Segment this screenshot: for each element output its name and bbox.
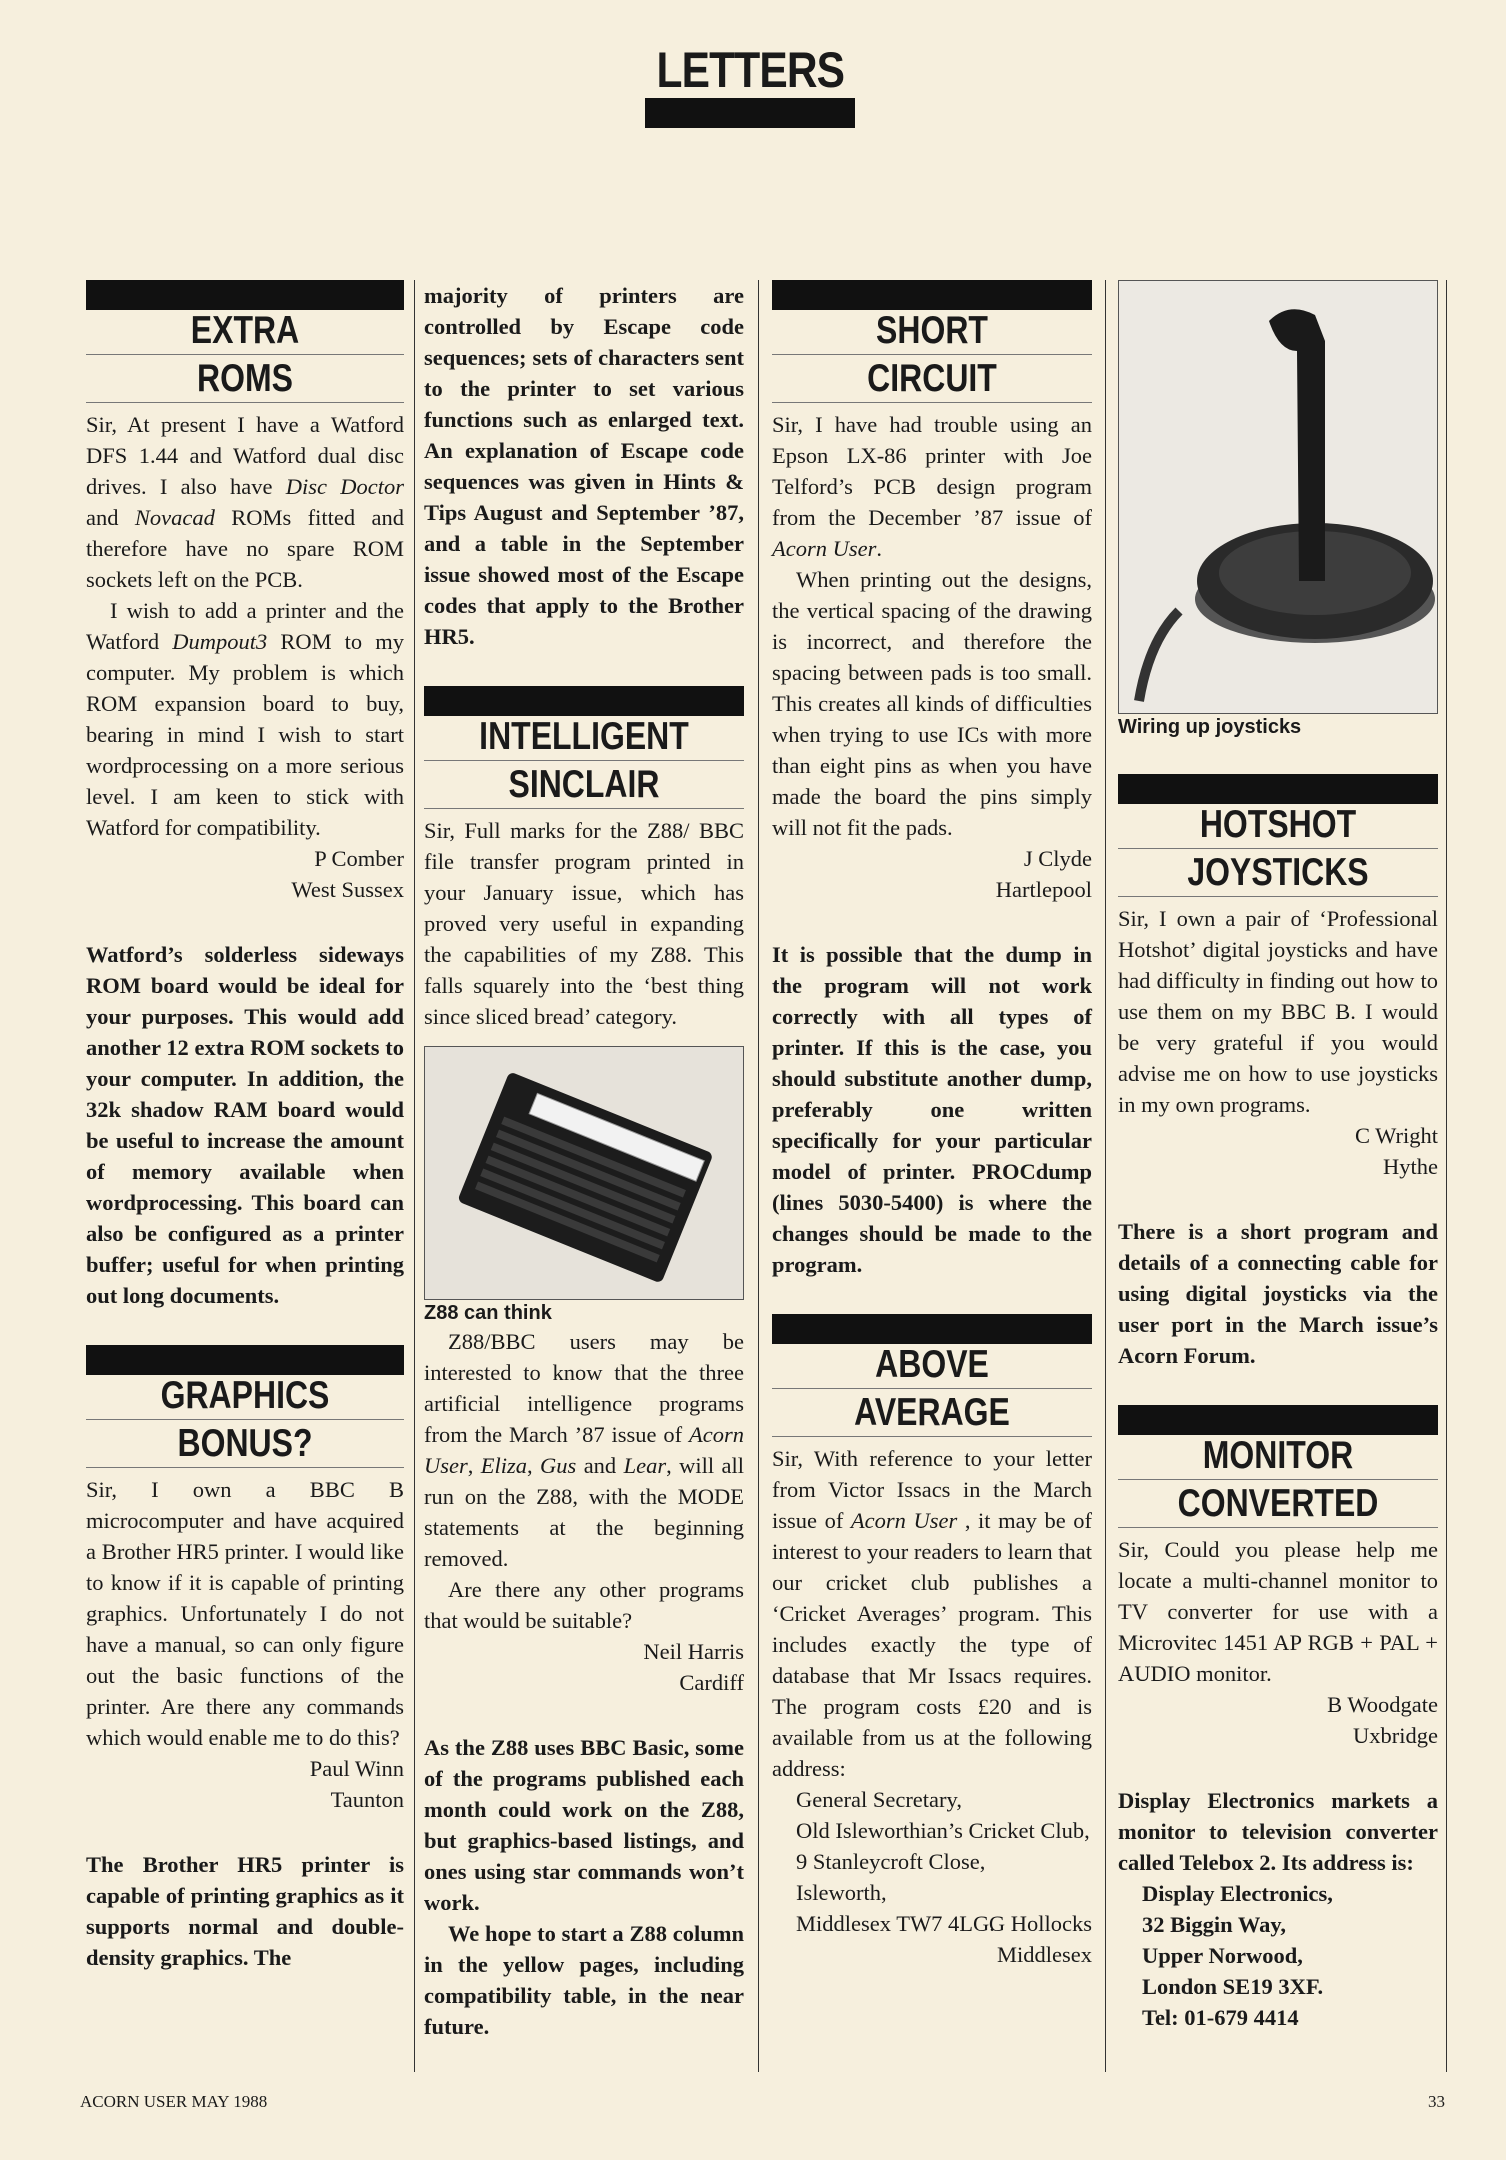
letter-text: Sir, I own a pair of ‘Professional Hotshot’ digital joysticks and have had difficulty in finding out how to use them on my BBC B. I would be very grateful if you would advise me on how to use joysticks in my own programs.	[1118, 906, 1438, 1117]
footer-publication: ACORN USER MAY 1988	[80, 2092, 268, 2111]
letter-text: Z88/BBC users may be interested to know that the three artificial intelligence programs from the March ’87 issue of Acorn User, Eliza, Gus and Lear, will all run on the Z88, with the MODE statements at the beginning removed.	[424, 1329, 744, 1571]
signature: Paul Winn	[309, 1756, 404, 1781]
address-line: Old Isleworthian’s Cricket Club,	[796, 1818, 1090, 1843]
column-rule-4	[1446, 280, 1447, 2072]
column-rule-1	[414, 280, 415, 2072]
editor-reply: Watford’s solderless sideways ROM board would be ideal for your purposes. This would add another 12 extra ROM sockets to your computer. In addition, the 32k shadow RAM board would be useful to increase the amount of memory available when wordprocessing. This board can also be configured as a printer buffer; useful for when printing out long documents.	[86, 942, 404, 1308]
headline-above-average: ABOVE AVERAGE	[772, 1314, 1092, 1437]
location: West Sussex	[291, 877, 404, 902]
letter-text: Sir, At present I have a Watford DFS 1.44 and Watford dual disc drives. I also have Disc Doctor and Novacad ROMs fitted and therefore have no spare ROM sockets left on the PCB.	[86, 412, 404, 592]
location: Hythe	[1383, 1154, 1438, 1179]
letter-text: Are there any other programs that would be suitable?	[424, 1577, 744, 1633]
masthead-bar	[645, 98, 855, 128]
page-number: 33	[1428, 2092, 1445, 2111]
joystick-icon	[1119, 281, 1438, 713]
address-line: London SE19 3XF.	[1142, 1974, 1324, 1999]
signature: C Wright	[1354, 1123, 1438, 1148]
address-line: 9 Stanleycroft Close,	[796, 1849, 986, 1874]
headline-intelligent-sinclair: INTELLIGENT SINCLAIR	[424, 686, 744, 809]
letter-text: Sir, Full marks for the Z88/ BBC file transfer program printed in your January issue, which has proved very useful in expanding the capabilities of my Z88. This falls squarely into the ‘best thing since sliced bread’ category.	[424, 818, 744, 1029]
address-line: Display Electronics,	[1142, 1881, 1333, 1906]
headline-extra-roms: EXTRA ROMS	[86, 280, 404, 403]
address-line: General Secretary,	[796, 1787, 962, 1812]
address-line: Middlesex TW7 4LG.	[796, 1911, 995, 1936]
headline-short-circuit: SHORT CIRCUIT	[772, 280, 1092, 403]
signature: J Clyde	[1023, 846, 1092, 871]
signature: B Woodgate	[1327, 1692, 1438, 1717]
address-line: Upper Norwood,	[1142, 1943, 1303, 1968]
location: Middlesex	[997, 1942, 1092, 1967]
column-rule-3	[1105, 280, 1106, 2072]
editor-reply: We hope to start a Z88 column in the yellow pages, including compatibility table, in the near future.	[424, 1921, 744, 2039]
masthead	[640, 42, 860, 128]
signature: Neil Harris	[643, 1639, 744, 1664]
editor-reply: As the Z88 uses BBC Basic, some of the programs published each month could work on the Z88, but graphics-based listings, and ones using star commands won’t work.	[424, 1735, 744, 1915]
address-line: Isleworth,	[796, 1880, 887, 1905]
location: Hartlepool	[995, 877, 1092, 902]
location: Taunton	[330, 1787, 404, 1812]
headline-monitor-converted: MONITOR CONVERTED	[1118, 1405, 1438, 1528]
letter-text: When printing out the designs, the vertical spacing of the drawing is incorrect, and therefore the spacing between pads is too small. This creates all kinds of difficulties when trying to use ICs with more than eight pins as when you have made the board the pins simply will not fit the pads.	[772, 567, 1092, 840]
signature: G Hollocks	[988, 1911, 1092, 1936]
editor-reply: There is a short program and details of a connecting cable for using digital joysticks via the user port in the March issue’s Acorn Forum.	[1118, 1219, 1438, 1368]
column-1	[86, 280, 404, 1973]
editor-reply: The Brother HR5 printer is capable of printing graphics as it supports normal and double-density graphics. The	[86, 1852, 404, 1970]
editor-reply: It is possible that the dump in the program will not work correctly with all types of printer. If this is the case, you should substitute another dump, preferably one written specifically for your particular model of printer. PROCdump (lines 5030-5400) is where the changes should be made to the program.	[772, 942, 1092, 1277]
editor-reply: Display Electronics markets a monitor to television converter called Telebox 2. Its address is:	[1118, 1788, 1438, 1875]
page-title: LETTERS	[656, 42, 845, 98]
photo-caption: Z88 can think	[424, 1302, 552, 1324]
address-line: Tel: 01-679 4414	[1142, 2005, 1299, 2030]
z88-photo	[424, 1046, 744, 1300]
joystick-photo	[1118, 280, 1438, 714]
column-3	[772, 280, 1092, 1970]
headline-hotshot-joysticks: HOTSHOT JOYSTICKS	[1118, 774, 1438, 897]
letter-text: Sir, I own a BBC B microcomputer and have acquired a Brother HR5 printer. I would like to know if it is capable of printing graphics. Unfortunately I do not have a manual, so can only figure out the basic functions of the printer. Are there any commands which would enable me to do this?	[86, 1477, 404, 1750]
address-line: 32 Biggin Way,	[1142, 1912, 1287, 1937]
letter-text: I wish to add a printer and the Watford Dumpout3 ROM to my computer. My problem is which ROM expansion board to buy, bearing in mind I wish to start wordprocessing on a more serious level. I am keen to stick with Watford for compatibility.	[86, 598, 404, 840]
column-2	[424, 280, 744, 2042]
column-rule-2	[758, 280, 759, 2072]
location: Uxbridge	[1353, 1723, 1438, 1748]
headline-graphics-bonus: GRAPHICS BONUS?	[86, 1345, 404, 1468]
letter-text: Sir, Could you please help me locate a multi-channel monitor to TV converter for use with a Microvitec 1451 AP RGB + PAL + AUDIO monitor.	[1118, 1537, 1438, 1686]
location: Cardiff	[679, 1670, 744, 1695]
signature: P Comber	[314, 846, 404, 871]
letter-text: Sir, With reference to your letter from Victor Issacs in the March issue of Acorn User , it may be of interest to your readers to learn that our cricket club publishes a ‘Cricket Averages’ program. This includes exactly the type of database that Mr Issacs requires. The program costs £20 and is available from us at the following address:	[772, 1446, 1093, 1781]
z88-computer-icon	[425, 1047, 744, 1299]
photo-caption: Wiring up joysticks	[1118, 716, 1302, 738]
letter-text: Sir, I have had trouble using an Epson LX-86 printer with Joe Telford’s PCB design program from the December ’87 issue of Acorn User.	[772, 412, 1092, 561]
column-4	[1118, 280, 1438, 2033]
editor-reply: majority of printers are controlled by Escape code sequences; sets of characters sent to the printer to set various functions such as enlarged text. An explanation of Escape code sequences was given in Hints & Tips August and September ’87, and a table in the September issue showed most of the Escape codes that apply to the Brother HR5.	[424, 283, 744, 649]
